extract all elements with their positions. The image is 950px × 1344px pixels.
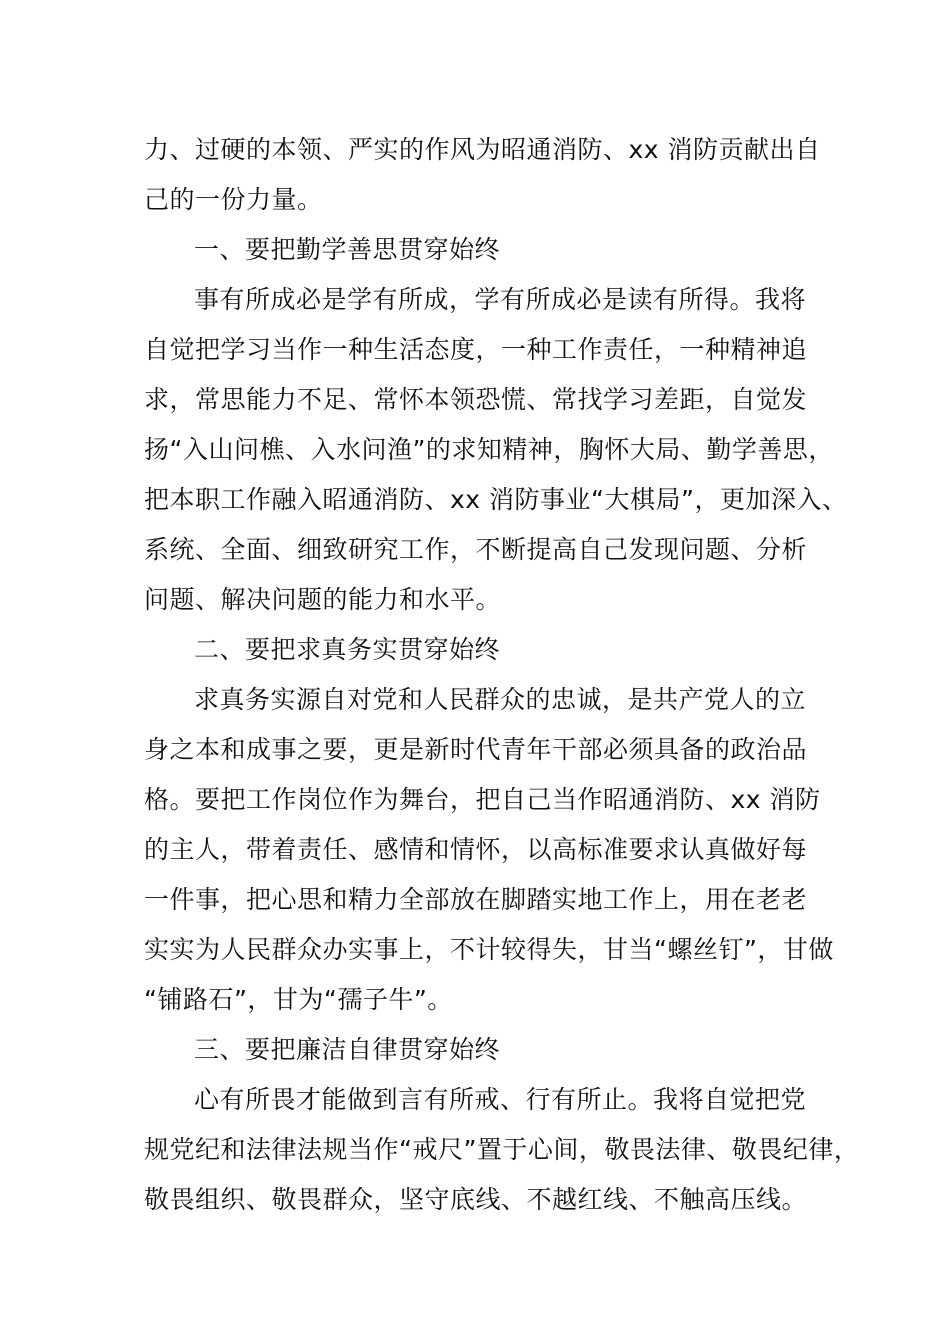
section-heading-3: 三、要把廉洁自律贯穿始终 xyxy=(194,1035,501,1064)
text-line: 问题、解决问题的能力和水平。 xyxy=(144,585,502,614)
section-heading-1: 一、要把勤学善思贯穿始终 xyxy=(194,235,501,264)
text-line: 自觉把学习当作一种生活态度，一种工作责任，一种精神追 xyxy=(144,335,808,364)
text-line: 格。要把工作岗位作为舞台，把自己当作昭通消防、xx 消防 xyxy=(144,785,821,814)
text-line: 规党纪和法律法规当作“戒尺”置于心间，敬畏法律、敬畏纪律， xyxy=(144,1135,860,1164)
text-line: 事有所成必是学有所成，学有所成必是读有所得。我将 xyxy=(194,285,807,314)
text-line: 系统、全面、细致研究工作，不断提高自己发现问题、分析 xyxy=(144,535,808,564)
text-line: 把本职工作融入昭通消防、xx 消防事业“大棋局”，更加深入、 xyxy=(144,485,848,514)
text-line: 实实为人民群众办实事上，不计较得失，甘当“螺丝钉”，甘做 xyxy=(144,935,834,964)
text-line: 力、过硬的本领、严实的作风为昭通消防、xx 消防贡献出自 xyxy=(144,135,821,164)
section-heading-2: 二、要把求真务实贯穿始终 xyxy=(194,635,501,664)
text-line: 扬“入山问樵、入水问渔”的求知精神，胸怀大局、勤学善思， xyxy=(144,435,834,464)
text-line: 身之本和成事之要，更是新时代青年干部必须具备的政治品 xyxy=(144,735,808,764)
text-line: 敬畏组织、敬畏群众，坚守底线、不越红线、不触高压线。 xyxy=(144,1185,808,1214)
text-line: 一件事，把心思和精力全部放在脚踏实地工作上，用在老老 xyxy=(144,885,808,914)
text-line: 求，常思能力不足、常怀本领恐慌、常找学习差距，自觉发 xyxy=(144,385,808,414)
text-line: 己的一份力量。 xyxy=(144,185,323,214)
text-line: 求真务实源自对党和人民群众的忠诚，是共产党人的立 xyxy=(194,685,807,714)
text-line: “铺路石”，甘为“孺子牛”。 xyxy=(144,985,453,1014)
text-line: 心有所畏才能做到言有所戒、行有所止。我将自觉把党 xyxy=(194,1085,807,1114)
text-line: 的主人，带着责任、感情和情怀，以高标准要求认真做好每 xyxy=(144,835,808,864)
